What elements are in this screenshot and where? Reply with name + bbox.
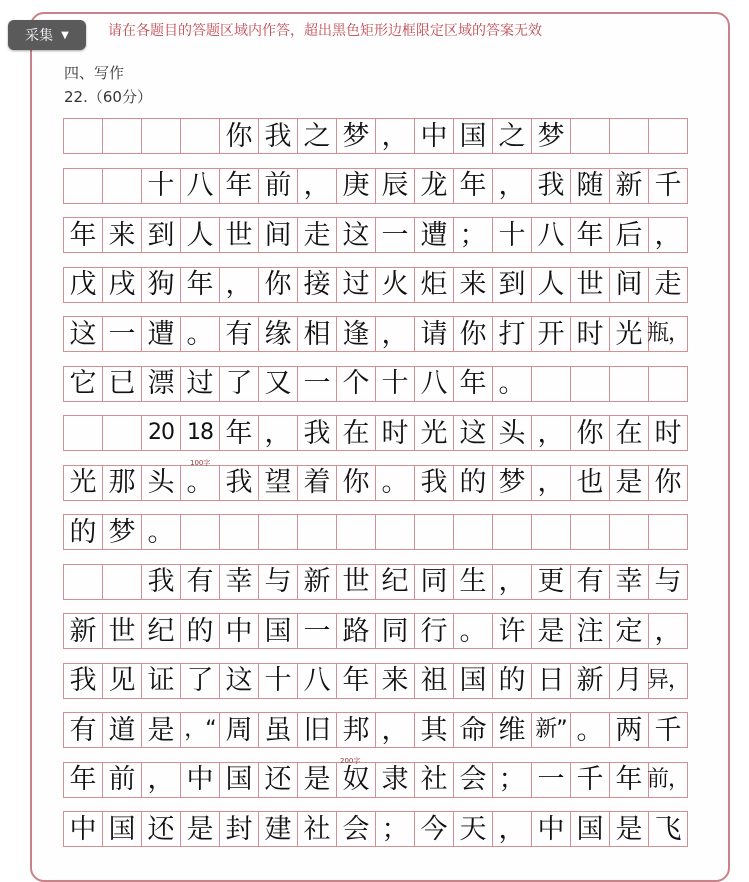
grid-cell: 旧 <box>298 712 337 748</box>
grid-cell: 我 <box>532 168 571 204</box>
grid-cell: 庚 <box>337 168 376 204</box>
grid-cell: 我 <box>64 663 103 699</box>
grid-cell: 后 <box>610 217 649 253</box>
grid-cell: 国 <box>220 762 259 798</box>
grid-cell: ，“ <box>181 712 220 748</box>
grid-cell: 飞 <box>649 811 688 847</box>
grid-cell: 缘 <box>259 316 298 352</box>
grid-cell: 国 <box>454 663 493 699</box>
grid-cell: 我 <box>259 118 298 154</box>
grid-cell <box>532 366 571 402</box>
grid-cell: ， <box>259 415 298 451</box>
grid-cell: 。 <box>181 465 220 501</box>
grid-cell <box>415 514 454 550</box>
grid-row <box>63 514 687 550</box>
grid-cell: 到 <box>493 267 532 303</box>
grid-cell: 纪 <box>142 613 181 649</box>
grid-cell: 时 <box>649 415 688 451</box>
grid-cell: 我 <box>415 465 454 501</box>
grid-cell: 梦 <box>337 118 376 154</box>
grid-cell: 已 <box>103 366 142 402</box>
grid-cell: 你 <box>571 415 610 451</box>
grid-cell: 祖 <box>415 663 454 699</box>
grid-cell: 月 <box>610 663 649 699</box>
grid-cell: ， <box>493 811 532 847</box>
grid-cell: 个 <box>337 366 376 402</box>
grid-cell: 我 <box>220 465 259 501</box>
grid-cell: 年 <box>337 663 376 699</box>
grid-cell: 接 <box>298 267 337 303</box>
grid-cell: 头 <box>142 465 181 501</box>
grid-cell: 社 <box>415 762 454 798</box>
grid-cell: 的 <box>454 465 493 501</box>
grid-cell: 同 <box>415 564 454 600</box>
collect-label: 采集 <box>25 28 54 44</box>
grid-cell: 证 <box>142 663 181 699</box>
grid-cell: 着 <box>298 465 337 501</box>
grid-cell: 今 <box>415 811 454 847</box>
grid-cell: 漂 <box>142 366 181 402</box>
grid-cell: 还 <box>142 811 181 847</box>
grid-cell: 中 <box>415 118 454 154</box>
grid-cell <box>103 118 142 154</box>
grid-cell <box>571 366 610 402</box>
grid-cell: 中 <box>220 613 259 649</box>
grid-cell: 路 <box>337 613 376 649</box>
grid-cell <box>103 564 142 600</box>
grid-cell: 年 <box>220 168 259 204</box>
grid-cell: 时 <box>376 415 415 451</box>
grid-cell <box>649 118 688 154</box>
grid-cell: 周 <box>220 712 259 748</box>
grid-cell: 一 <box>298 613 337 649</box>
grid-cell: 你 <box>259 267 298 303</box>
grid-row <box>63 217 687 253</box>
writing-grid <box>63 118 690 861</box>
grid-cell: 光 <box>610 316 649 352</box>
grid-cell <box>610 118 649 154</box>
section-title: 四、写作 <box>64 64 125 82</box>
grid-cell: 遭 <box>142 316 181 352</box>
grid-cell: 年 <box>220 415 259 451</box>
grid-cell: 道 <box>103 712 142 748</box>
grid-cell: 有 <box>64 712 103 748</box>
grid-cell: 还 <box>259 762 298 798</box>
grid-cell: 有 <box>220 316 259 352</box>
grid-cell <box>220 514 259 550</box>
grid-cell: 年 <box>64 217 103 253</box>
grid-cell: 20 <box>142 415 181 451</box>
grid-cell: 中 <box>181 762 220 798</box>
grid-cell: 来 <box>454 267 493 303</box>
grid-cell: 一 <box>298 366 337 402</box>
grid-cell: 八 <box>181 168 220 204</box>
grid-cell <box>181 118 220 154</box>
grid-cell: 相 <box>298 316 337 352</box>
grid-cell <box>298 514 337 550</box>
grid-cell: 是 <box>142 712 181 748</box>
grid-cell: 狗 <box>142 267 181 303</box>
grid-cell: 新 <box>64 613 103 649</box>
grid-cell: 一 <box>376 217 415 253</box>
grid-cell: 有 <box>571 564 610 600</box>
grid-cell: 一 <box>103 316 142 352</box>
grid-cell: 建 <box>259 811 298 847</box>
grid-cell: 年 <box>610 762 649 798</box>
grid-cell: 18 <box>181 415 220 451</box>
grid-cell: ； <box>454 217 493 253</box>
grid-cell: ， <box>142 762 181 798</box>
grid-cell: 世 <box>220 217 259 253</box>
grid-cell: 梦 <box>103 514 142 550</box>
grid-cell <box>376 514 415 550</box>
grid-cell: 你 <box>454 316 493 352</box>
grid-cell: 幸 <box>220 564 259 600</box>
grid-cell: 是 <box>532 613 571 649</box>
grid-cell: 之 <box>298 118 337 154</box>
grid-cell: 异， <box>649 663 688 699</box>
grid-cell: 注 <box>571 613 610 649</box>
grid-cell: 。 <box>571 712 610 748</box>
word-count-marker-100: 100字 <box>190 459 211 467</box>
grid-cell: 年 <box>64 762 103 798</box>
grid-row <box>63 712 687 748</box>
grid-cell: 一 <box>532 762 571 798</box>
grid-cell: 戊 <box>64 267 103 303</box>
grid-cell: 在 <box>337 415 376 451</box>
grid-cell: 请 <box>415 316 454 352</box>
grid-row <box>63 267 687 303</box>
grid-cell: ， <box>493 564 532 600</box>
grid-cell <box>64 564 103 600</box>
grid-cell <box>610 514 649 550</box>
grid-cell: 它 <box>64 366 103 402</box>
grid-cell: 前 <box>103 762 142 798</box>
grid-cell: 命 <box>454 712 493 748</box>
grid-cell <box>259 514 298 550</box>
grid-cell: 我 <box>298 415 337 451</box>
grid-cell: ， <box>532 465 571 501</box>
grid-cell <box>610 366 649 402</box>
grid-cell: 十 <box>493 217 532 253</box>
grid-cell: 八 <box>532 217 571 253</box>
grid-cell: 的 <box>181 613 220 649</box>
grid-cell: 隶 <box>376 762 415 798</box>
grid-cell: ， <box>220 267 259 303</box>
grid-cell: 人 <box>181 217 220 253</box>
grid-cell: 与 <box>649 564 688 600</box>
grid-row <box>63 465 687 501</box>
grid-cell: 新” <box>532 712 571 748</box>
grid-cell: 是 <box>610 811 649 847</box>
grid-cell: 年 <box>181 267 220 303</box>
grid-cell: 会 <box>454 762 493 798</box>
grid-cell: 你 <box>220 118 259 154</box>
grid-cell: 更 <box>532 564 571 600</box>
grid-cell: 走 <box>298 217 337 253</box>
grid-cell <box>532 514 571 550</box>
grid-cell: 维 <box>493 712 532 748</box>
grid-cell: 国 <box>103 811 142 847</box>
grid-cell: 瓶， <box>649 316 688 352</box>
grid-cell: 那 <box>103 465 142 501</box>
grid-cell: 你 <box>649 465 688 501</box>
grid-cell: 的 <box>493 663 532 699</box>
grid-cell: 幸 <box>610 564 649 600</box>
grid-cell: 过 <box>337 267 376 303</box>
grid-cell: 千 <box>571 762 610 798</box>
grid-cell: 到 <box>142 217 181 253</box>
grid-cell: 望 <box>259 465 298 501</box>
grid-cell: 。 <box>181 316 220 352</box>
grid-cell: 两 <box>610 712 649 748</box>
grid-cell <box>64 118 103 154</box>
grid-cell: 这 <box>64 316 103 352</box>
grid-cell: 日 <box>532 663 571 699</box>
grid-cell: 头 <box>493 415 532 451</box>
grid-cell <box>337 514 376 550</box>
grid-cell: 国 <box>454 118 493 154</box>
grid-row <box>63 168 687 204</box>
grid-cell: 年 <box>454 366 493 402</box>
grid-row <box>63 564 687 600</box>
grid-cell: ； <box>376 811 415 847</box>
grid-cell: ， <box>298 168 337 204</box>
question-label: 22.（60分） <box>64 88 152 106</box>
grid-cell: 奴 <box>337 762 376 798</box>
grid-row <box>63 762 690 798</box>
grid-cell: 纪 <box>376 564 415 600</box>
grid-cell: ， <box>376 118 415 154</box>
grid-cell: ； <box>493 762 532 798</box>
grid-cell: 光 <box>415 415 454 451</box>
grid-cell: 来 <box>376 663 415 699</box>
grid-cell <box>454 514 493 550</box>
grid-row <box>63 366 687 402</box>
grid-row <box>63 118 687 154</box>
grid-cell: 八 <box>298 663 337 699</box>
grid-cell: 的 <box>64 514 103 550</box>
grid-cell: 社 <box>298 811 337 847</box>
grid-cell: 梦 <box>532 118 571 154</box>
grid-cell: 见 <box>103 663 142 699</box>
grid-cell: 封 <box>220 811 259 847</box>
grid-cell: 人 <box>532 267 571 303</box>
grid-cell: 来 <box>103 217 142 253</box>
grid-cell: ， <box>376 712 415 748</box>
grid-cell: 时 <box>571 316 610 352</box>
grid-cell: 新 <box>610 168 649 204</box>
grid-cell: 在 <box>610 415 649 451</box>
grid-cell: 辰 <box>376 168 415 204</box>
grid-cell: 十 <box>142 168 181 204</box>
grid-cell: 。 <box>142 514 181 550</box>
grid-cell: 梦 <box>493 465 532 501</box>
grid-cell: 与 <box>259 564 298 600</box>
grid-cell: 定 <box>610 613 649 649</box>
grid-cell: 逢 <box>337 316 376 352</box>
grid-cell: ， <box>649 613 688 649</box>
grid-cell: 火 <box>376 267 415 303</box>
grid-cell: 行 <box>415 613 454 649</box>
grid-row <box>63 663 690 699</box>
grid-cell: 是 <box>298 762 337 798</box>
grid-cell: 炬 <box>415 267 454 303</box>
grid-cell <box>181 514 220 550</box>
grid-cell: 会 <box>337 811 376 847</box>
grid-cell: 世 <box>103 613 142 649</box>
grid-cell: 同 <box>376 613 415 649</box>
grid-cell: ， <box>376 316 415 352</box>
grid-cell: 打 <box>493 316 532 352</box>
grid-cell: 其 <box>415 712 454 748</box>
grid-cell: 戌 <box>103 267 142 303</box>
grid-cell <box>649 366 688 402</box>
grid-row <box>63 811 687 847</box>
grid-cell: 年 <box>571 217 610 253</box>
grid-cell <box>649 514 688 550</box>
grid-cell: 这 <box>454 415 493 451</box>
grid-cell: 这 <box>337 217 376 253</box>
grid-cell: 八 <box>415 366 454 402</box>
grid-cell: 年 <box>454 168 493 204</box>
grid-cell: 龙 <box>415 168 454 204</box>
answer-area-notice: 请在各题目的答题区域内作答，超出黑色矩形边框限定区域的答案无效 <box>108 23 542 39</box>
grid-cell: 又 <box>259 366 298 402</box>
grid-cell <box>493 514 532 550</box>
grid-cell: ， <box>649 217 688 253</box>
grid-cell: 虽 <box>259 712 298 748</box>
grid-cell: 中 <box>532 811 571 847</box>
grid-cell: 有 <box>181 564 220 600</box>
grid-cell: 。 <box>454 613 493 649</box>
grid-cell: 是 <box>181 811 220 847</box>
grid-cell <box>571 118 610 154</box>
grid-cell: 十 <box>376 366 415 402</box>
grid-cell: 你 <box>337 465 376 501</box>
grid-cell: 了 <box>220 366 259 402</box>
grid-cell: 中 <box>64 811 103 847</box>
grid-cell: 十 <box>259 663 298 699</box>
grid-cell: 新 <box>571 663 610 699</box>
grid-cell: 是 <box>610 465 649 501</box>
grid-cell: 走 <box>649 267 688 303</box>
grid-cell: 光 <box>64 465 103 501</box>
grid-cell: 国 <box>571 811 610 847</box>
grid-cell: 间 <box>259 217 298 253</box>
grid-cell <box>103 415 142 451</box>
grid-cell: 随 <box>571 168 610 204</box>
grid-cell <box>64 415 103 451</box>
grid-cell: 开 <box>532 316 571 352</box>
grid-cell <box>142 118 181 154</box>
grid-cell: 天 <box>454 811 493 847</box>
grid-cell: 。 <box>493 366 532 402</box>
collect-dropdown-button[interactable] <box>8 20 86 50</box>
grid-cell: 了 <box>181 663 220 699</box>
grid-cell: 。 <box>376 465 415 501</box>
grid-cell: 千 <box>649 168 688 204</box>
word-count-marker-200: 200字 <box>340 757 361 765</box>
grid-cell: 新 <box>298 564 337 600</box>
grid-cell: ， <box>532 415 571 451</box>
grid-cell: 间 <box>610 267 649 303</box>
grid-cell: 世 <box>571 267 610 303</box>
grid-cell: 过 <box>181 366 220 402</box>
grid-cell: ， <box>493 168 532 204</box>
grid-row <box>63 415 687 451</box>
grid-cell: 之 <box>493 118 532 154</box>
chevron-down-icon: ▼ <box>61 29 69 41</box>
grid-cell: 生 <box>454 564 493 600</box>
grid-cell: 前 <box>259 168 298 204</box>
grid-cell <box>64 168 103 204</box>
grid-row <box>63 316 690 352</box>
grid-cell: 也 <box>571 465 610 501</box>
grid-cell: 我 <box>142 564 181 600</box>
grid-cell: 邦 <box>337 712 376 748</box>
grid-cell: 千 <box>649 712 688 748</box>
grid-cell <box>571 514 610 550</box>
grid-cell: 国 <box>259 613 298 649</box>
grid-cell <box>103 168 142 204</box>
grid-cell: 世 <box>337 564 376 600</box>
grid-cell: 遭 <box>415 217 454 253</box>
grid-cell: 许 <box>493 613 532 649</box>
grid-cell: 这 <box>220 663 259 699</box>
grid-row <box>63 613 687 649</box>
grid-cell: 前， <box>649 762 688 798</box>
